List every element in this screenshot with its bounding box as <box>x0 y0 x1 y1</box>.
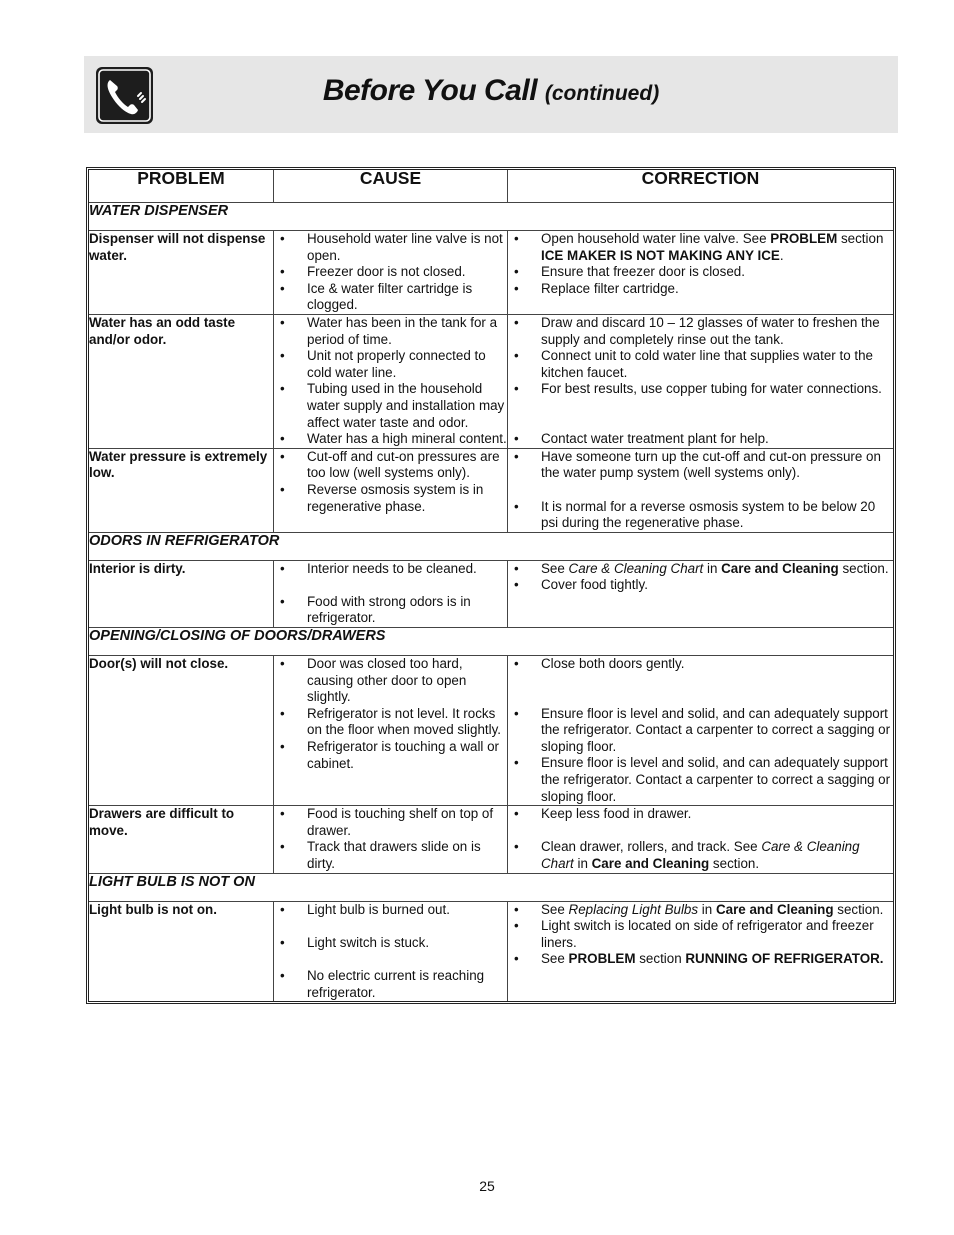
problem-cell: Dispenser will not dispense water. <box>89 231 274 315</box>
cause-cell <box>274 231 508 315</box>
cause-item: • Ice & water filter cartridge is clogged. <box>274 281 507 314</box>
correction-item: • Ensure floor is level and solid, and can adequately support the refrigerator. Contact a carpenter to correct a sagging or sloping floor. <box>508 755 893 805</box>
page-number: 25 <box>479 1178 495 1194</box>
section-title: LIGHT BULB IS NOT ON <box>89 874 893 902</box>
cause-item: • Tubing used in the household water supply and installation may affect water taste and odor. <box>274 381 507 431</box>
correction-item: • Close both doors gently. <box>508 656 893 673</box>
troubleshooting-table <box>86 167 896 1004</box>
page-subtitle: (continued) <box>544 82 660 105</box>
correction-item: • Open household water line valve. See PROBLEM section ICE MAKER IS NOT MAKING ANY ICE. <box>508 231 893 264</box>
correction-item: • For best results, use copper tubing for water connections. <box>508 381 893 398</box>
table-row <box>89 449 893 533</box>
cause-item: • Freezer door is not closed. <box>274 264 507 281</box>
cause-cell <box>274 806 508 873</box>
column-header-cause: CAUSE <box>274 170 508 203</box>
section-title: ODORS IN REFRIGERATOR <box>89 533 893 561</box>
correction-cell <box>508 231 893 315</box>
correction-item: • Have someone turn up the cut-off and cut-on pressure on the water pump system (well systems only). <box>508 449 893 482</box>
cause-cell <box>274 561 508 628</box>
correction-cell <box>508 806 893 873</box>
problem-cell: Door(s) will not close. <box>89 656 274 806</box>
correction-item: • See Replacing Light Bulbs in Care and Cleaning section. <box>508 902 893 919</box>
problem-cell: Water has an odd taste and/or odor. <box>89 315 274 449</box>
section-row <box>89 203 893 231</box>
cause-item: • Light switch is stuck. <box>274 935 507 952</box>
cause-item: • Food is touching shelf on top of drawer. <box>274 806 507 839</box>
correction-cell <box>508 656 893 806</box>
cause-item: • Food with strong odors is in refrigerator. <box>274 594 507 627</box>
column-header-problem: PROBLEM <box>89 170 274 203</box>
problem-cell: Interior is dirty. <box>89 561 274 628</box>
section-title: WATER DISPENSER <box>89 203 893 231</box>
correction-item: • Light switch is located on side of refrigerator and freezer liners. <box>508 918 893 951</box>
cause-item: • Track that drawers slide on is dirty. <box>274 839 507 872</box>
table-row <box>89 656 893 806</box>
correction-item: • Clean drawer, rollers, and track. See Care & Cleaning Chart in Care and Cleaning section. <box>508 839 893 872</box>
cause-item: • Reverse osmosis system is in regenerative phase. <box>274 482 507 515</box>
correction-item: • Ensure that freezer door is closed. <box>508 264 893 281</box>
correction-item: • Cover food tightly. <box>508 577 893 594</box>
cause-item: • Cut-off and cut-on pressures are too low (well systems only). <box>274 449 507 482</box>
cause-item: • Interior needs to be cleaned. <box>274 561 507 578</box>
correction-cell <box>508 315 893 449</box>
page-title-text: Before You Call <box>322 74 538 107</box>
problem-cell: Drawers are difficult to move. <box>89 806 274 873</box>
cause-item: • Door was closed too hard, causing other door to open slightly. <box>274 656 507 706</box>
section-row <box>89 533 893 561</box>
correction-cell <box>508 902 893 1002</box>
correction-cell <box>508 561 893 628</box>
cause-item: • Unit not properly connected to cold water line. <box>274 348 507 381</box>
section-row <box>89 628 893 656</box>
table-row <box>89 806 893 873</box>
header-banner <box>84 56 898 133</box>
cause-item: • Refrigerator is touching a wall or cabinet. <box>274 739 507 772</box>
cause-cell <box>274 315 508 449</box>
cause-item: • Refrigerator is not level. It rocks on the floor when moved slightly. <box>274 706 507 739</box>
table-row <box>89 231 893 315</box>
column-header-correction: CORRECTION <box>508 170 893 203</box>
table-row <box>89 561 893 628</box>
correction-item: • See PROBLEM section RUNNING OF REFRIGERATOR. <box>508 951 893 968</box>
cause-item: • Light bulb is burned out. <box>274 902 507 919</box>
section-row <box>89 874 893 902</box>
correction-item: • Contact water treatment plant for help. <box>508 431 893 448</box>
problem-cell: Water pressure is extremely low. <box>89 449 274 533</box>
cause-cell <box>274 449 508 533</box>
correction-item: • Draw and discard 10 – 12 glasses of water to freshen the supply and completely rinse out the tank. <box>508 315 893 348</box>
table-header-row <box>89 170 893 203</box>
problem-cell: Light bulb is not on. <box>89 902 274 1002</box>
page-title <box>84 74 898 108</box>
correction-item: • Replace filter cartridge. <box>508 281 893 298</box>
correction-item: • Connect unit to cold water line that supplies water to the kitchen faucet. <box>508 348 893 381</box>
cause-item: • Water has been in the tank for a period of time. <box>274 315 507 348</box>
cause-item: • Household water line valve is not open. <box>274 231 507 264</box>
correction-item: • See Care & Cleaning Chart in Care and Cleaning section. <box>508 561 893 578</box>
correction-item: • Ensure floor is level and solid, and can adequately support the refrigerator. Contact a carpenter to correct a sagging or sloping floor. <box>508 706 893 756</box>
correction-cell <box>508 449 893 533</box>
table-row <box>89 315 893 449</box>
cause-cell <box>274 902 508 1002</box>
table-row <box>89 902 893 1002</box>
correction-item: • Keep less food in drawer. <box>508 806 893 823</box>
correction-item: • It is normal for a reverse osmosis system to be below 20 psi during the regenerative phase. <box>508 499 893 532</box>
cause-item: • Water has a high mineral content. <box>274 431 507 448</box>
section-title: OPENING/CLOSING OF DOORS/DRAWERS <box>89 628 893 656</box>
cause-cell <box>274 656 508 806</box>
cause-item: • No electric current is reaching refrigerator. <box>274 968 507 1001</box>
